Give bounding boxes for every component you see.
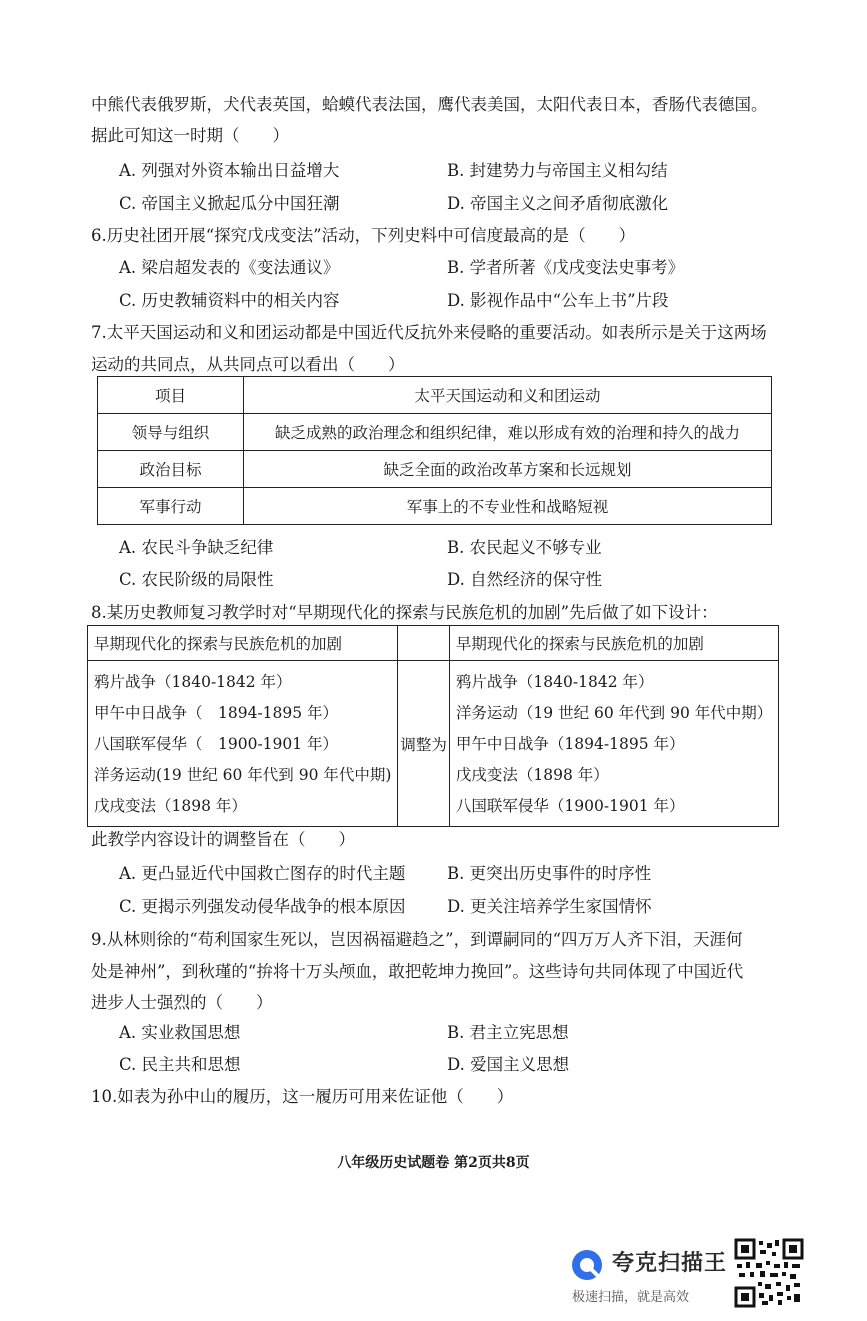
list-item: 鸦片战争（1840-1842 年） (94, 673, 292, 691)
table-cell: 政治目标 (98, 451, 244, 488)
table-header-row (98, 377, 772, 414)
list-item: 八国联军侵华（1900-1901 年） (455, 797, 685, 815)
q9-option-a: A. 实业救国思想 (119, 1023, 241, 1042)
list-item: 洋务运动(19 世纪 60 年代到 90 年代中期) (94, 766, 392, 784)
q7-line2: 运动的共同点，从共同点可以看出（ ） (91, 355, 405, 374)
q8-line2: 此教学内容设计的调整旨在（ ） (91, 830, 355, 849)
q8-option-c: C. 更揭示列强发动侵华战争的根本原因 (119, 897, 406, 916)
quark-logo-icon (570, 1248, 604, 1282)
table-cell: 缺乏成熟的政治理念和组织纪律，难以形成有效的治理和持久的战力 (244, 414, 772, 451)
q8-table (87, 625, 779, 827)
q6-option-a: A. 梁启超发表的《变法通议》 (119, 258, 340, 277)
table-header-row (88, 626, 779, 661)
table-cell-left (88, 661, 398, 827)
q8-option-b: B. 更突出历史事件的时序性 (447, 864, 652, 883)
q5-option-a: A. 列强对外资本输出日益增大 (119, 161, 340, 180)
table-cell-right (449, 661, 778, 827)
brand-name: 夸克扫描王 (612, 1251, 728, 1276)
q9-line1: 9.从林则徐的“苟利国家生死以，岂因祸福避趋之”，到谭嗣同的“四万万人齐下泪，天涯何 (91, 930, 743, 949)
q7-option-d: D. 自然经济的保守性 (447, 570, 603, 589)
scanner-watermark (570, 1240, 730, 1310)
table-cell: 军事行动 (98, 488, 244, 525)
list-item: 鸦片战争（1840-1842 年） (455, 673, 654, 691)
q7-option-b: B. 农民起义不够专业 (447, 538, 602, 557)
list-item: 甲午中日战争（ 1894-1895 年） (94, 704, 339, 722)
q8-option-d: D. 更关注培养学生家国情怀 (447, 897, 652, 916)
q9-option-b: B. 君主立宪思想 (447, 1023, 569, 1042)
q6-line1: 6.历史社团开展“探究戊戌变法”活动，下列史料中可信度最高的是（ ） (91, 226, 636, 245)
q9-line3: 进步人士强烈的（ ） (91, 993, 273, 1012)
table-cell: 军事上的不专业性和战略短视 (244, 488, 772, 525)
table-row (98, 414, 772, 451)
brand-slogan: 极速扫描，就是高效 (572, 1290, 690, 1305)
q8-option-a: A. 更凸显近代中国救亡图存的时代主题 (119, 864, 406, 883)
q8-line1: 8.某历史教师复习教学时对“早期现代化的探索与民族危机的加剧”先后做了如下设计： (91, 603, 718, 622)
q10-line1: 10.如表为孙中山的履历，这一履历可用来佐证他（ ） (91, 1087, 514, 1106)
q9-option-d: D. 爱国主义思想 (447, 1055, 570, 1074)
table-cell-middle: 调整为 (398, 661, 450, 827)
q6-option-b: B. 学者所著《戊戌变法史事考》 (447, 258, 685, 277)
q5-option-d: D. 帝国主义之间矛盾彻底激化 (447, 194, 669, 213)
q5-option-b: B. 封建势力与帝国主义相勾结 (447, 161, 668, 180)
q6-option-d: D. 影视作品中“公车上书”片段 (447, 291, 669, 310)
table-row (88, 661, 779, 827)
table-row (98, 488, 772, 525)
q7-option-a: A. 农民斗争缺乏纪律 (119, 538, 274, 557)
table-header-cell: 项目 (98, 377, 244, 414)
table-header-cell: 太平天国运动和义和团运动 (244, 377, 772, 414)
table-header-spacer (398, 626, 450, 661)
q5-line2: 据此可知这一时期（ ） (91, 126, 289, 145)
q6-option-c: C. 历史教辅资料中的相关内容 (119, 291, 340, 310)
table-header-cell: 早期现代化的探索与民族危机的加剧 (88, 626, 398, 661)
q5-option-c: C. 帝国主义掀起瓜分中国狂潮 (119, 194, 340, 213)
q5-line1: 中熊代表俄罗斯，犬代表英国，蛤蟆代表法国，鹰代表美国，太阳代表日本，香肠代表德国。 (91, 95, 768, 114)
q7-table (97, 376, 772, 525)
table-header-cell: 早期现代化的探索与民族危机的加剧 (449, 626, 778, 661)
list-item: 戊戌变法（1898 年） (94, 797, 247, 815)
table-row (98, 451, 772, 488)
q7-line1: 7.太平天国运动和义和团运动都是中国近代反抗外来侵略的重要活动。如表所示是关于这两场 (91, 323, 767, 342)
list-item: 戊戌变法（1898 年） (455, 766, 609, 784)
q7-option-c: C. 农民阶级的局限性 (119, 570, 274, 589)
list-item: 洋务运动（19 世纪 60 年代到 90 年代中期） (455, 704, 773, 722)
q9-line2: 处是神州”，到秋瑾的“拚将十万头颅血，敢把乾坤力挽回”。这些诗句共同体现了中国近代 (91, 962, 744, 981)
list-item: 甲午中日战争（1894-1895 年） (455, 735, 685, 753)
page-footer: 八年级历史试题卷 第2页共8页 (337, 1155, 530, 1171)
q9-option-c: C. 民主共和思想 (119, 1055, 241, 1074)
list-item: 八国联军侵华（ 1900-1901 年） (94, 735, 339, 753)
table-cell: 领导与组织 (98, 414, 244, 451)
qr-code-icon (734, 1238, 804, 1308)
table-cell: 缺乏全面的政治改革方案和长远规划 (244, 451, 772, 488)
